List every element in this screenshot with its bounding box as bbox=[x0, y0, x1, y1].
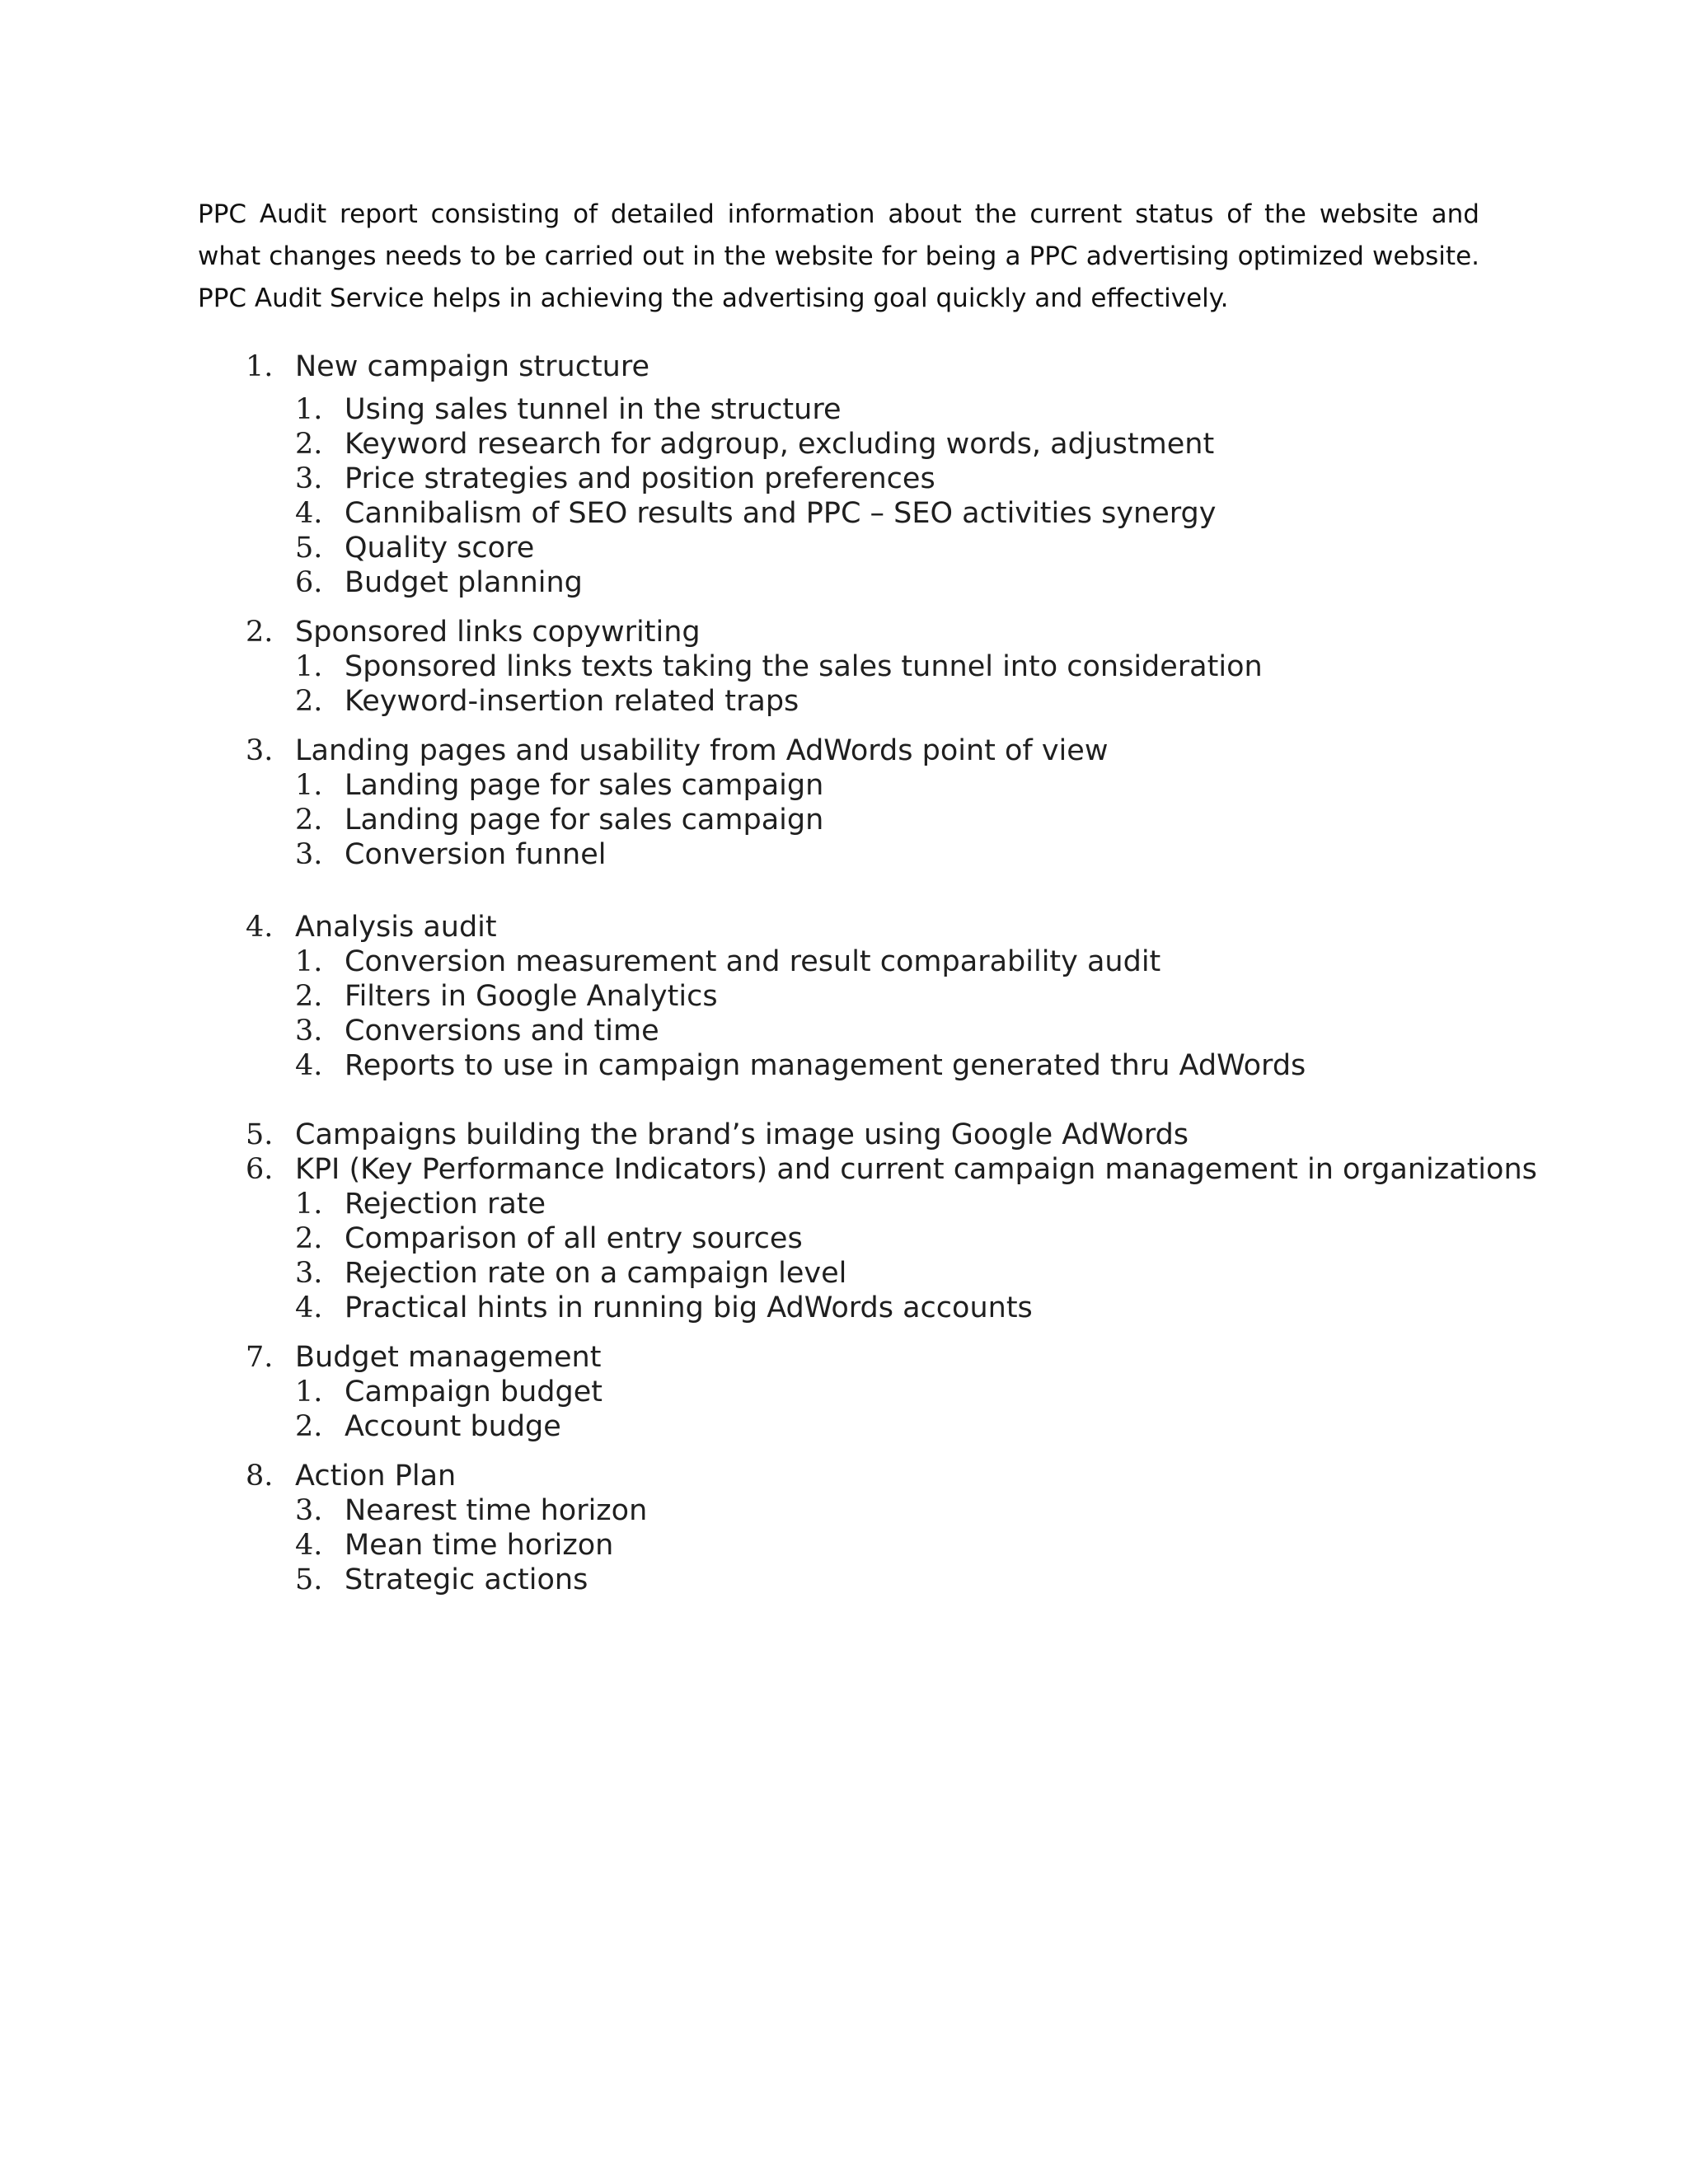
subitem-number: 1. bbox=[295, 650, 323, 683]
subitem-number: 2. bbox=[295, 1222, 323, 1255]
subitem-number: 5. bbox=[295, 532, 323, 565]
subitem-label: Conversion funnel bbox=[345, 838, 607, 871]
section-number: 8. bbox=[246, 1460, 274, 1493]
subitem-number: 1. bbox=[295, 945, 323, 978]
subitem-number: 2. bbox=[295, 685, 323, 718]
subitem-number: 3. bbox=[295, 838, 323, 871]
subitem-number: 1. bbox=[295, 1376, 323, 1408]
subitem-number: 4. bbox=[295, 497, 323, 530]
subitem-number: 1. bbox=[295, 1188, 323, 1221]
subitem-label: Budget planning bbox=[345, 566, 583, 599]
subitem-number: 3. bbox=[295, 1015, 323, 1047]
subitem-label: Conversion measurement and result comparability audit bbox=[345, 945, 1161, 978]
subitem-label: Price strategies and position preferences bbox=[345, 462, 935, 495]
subitem-label: Strategic actions bbox=[345, 1563, 588, 1596]
subitem-label: Nearest time horizon bbox=[345, 1494, 648, 1527]
intro-paragraph: PPC Audit report consisting of detailed information about the current status of the website and what changes needs to be carried out in the website for being a PPC advertising optimized website. PPC Audit Service helps in achieving the advertising goal quickly and effectively. bbox=[198, 199, 1479, 313]
subitem-label: Cannibalism of SEO results and PPC – SEO activities synergy bbox=[345, 497, 1217, 530]
section-title: Landing pages and usability from AdWords point of view bbox=[295, 734, 1109, 767]
section-title: Campaigns building the brand’s image using Google AdWords bbox=[295, 1118, 1189, 1151]
subitem-label: Practical hints in running big AdWords accounts bbox=[345, 1291, 1033, 1324]
subitem-number: 1. bbox=[295, 769, 323, 802]
subitem-number: 4. bbox=[295, 1291, 323, 1324]
subitem-label: Account budge bbox=[345, 1410, 561, 1443]
subitem-number: 3. bbox=[295, 462, 323, 495]
section-title: Action Plan bbox=[295, 1460, 457, 1493]
section-title: Sponsored links copywriting bbox=[295, 616, 701, 649]
subitem-label: Rejection rate bbox=[345, 1188, 546, 1221]
subitem-label: Using sales tunnel in the structure bbox=[345, 393, 842, 426]
section-title: KPI (Key Performance Indicators) and current campaign management in organizations bbox=[295, 1153, 1537, 1186]
section-title: New campaign structure bbox=[295, 350, 649, 383]
subitem-label: Landing page for sales campaign bbox=[345, 769, 824, 802]
section-number: 3. bbox=[246, 734, 274, 767]
subitem-label: Campaign budget bbox=[345, 1376, 603, 1408]
subitem-label: Mean time horizon bbox=[345, 1529, 614, 1562]
subitem-number: 2. bbox=[295, 1410, 323, 1443]
subitem-label: Comparison of all entry sources bbox=[345, 1222, 803, 1255]
subitem-label: Filters in Google Analytics bbox=[345, 980, 718, 1013]
subitem-label: Sponsored links texts taking the sales tunnel into consideration bbox=[345, 650, 1263, 683]
subitem-number: 5. bbox=[295, 1563, 323, 1596]
subitem-label: Quality score bbox=[345, 532, 535, 565]
subitem-label: Keyword research for adgroup, excluding words, adjustment bbox=[345, 428, 1215, 461]
subitem-number: 2. bbox=[295, 428, 323, 461]
subitem-label: Keyword-insertion related traps bbox=[345, 685, 799, 718]
section-title: Budget management bbox=[295, 1341, 602, 1374]
section-number: 1. bbox=[246, 350, 274, 383]
section-number: 4. bbox=[246, 911, 274, 944]
subitem-number: 2. bbox=[295, 980, 323, 1013]
subitem-number: 6. bbox=[295, 566, 323, 599]
section-number: 7. bbox=[246, 1341, 274, 1374]
subitem-label: Landing page for sales campaign bbox=[345, 804, 824, 837]
subitem-number: 4. bbox=[295, 1049, 323, 1082]
subitem-number: 1. bbox=[295, 393, 323, 426]
section-number: 2. bbox=[246, 616, 274, 649]
subitem-label: Conversions and time bbox=[345, 1015, 659, 1047]
subitem-label: Rejection rate on a campaign level bbox=[345, 1257, 847, 1290]
section-title: Analysis audit bbox=[295, 911, 497, 944]
section-number: 6. bbox=[246, 1153, 274, 1186]
section-number: 5. bbox=[246, 1118, 274, 1151]
subitem-number: 4. bbox=[295, 1529, 323, 1562]
subitem-number: 2. bbox=[295, 804, 323, 837]
subitem-number: 3. bbox=[295, 1494, 323, 1527]
subitem-label: Reports to use in campaign management generated thru AdWords bbox=[345, 1049, 1306, 1082]
subitem-number: 3. bbox=[295, 1257, 323, 1290]
